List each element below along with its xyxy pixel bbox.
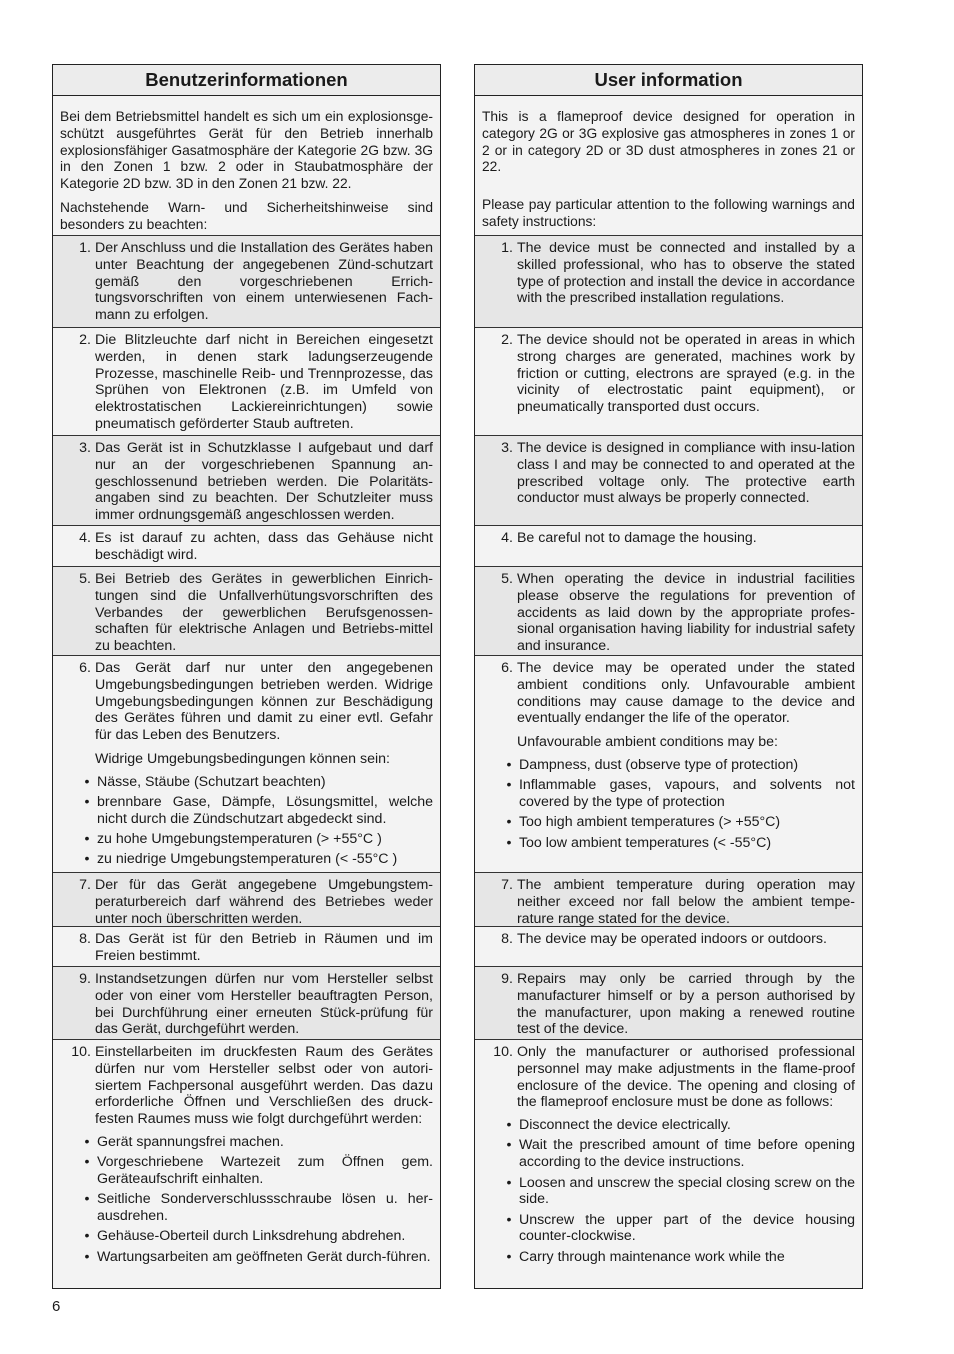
item-number: 2. xyxy=(501,332,513,348)
bullet-item: • zu niedrige Umgebungstemperaturen (< -55°C ) xyxy=(84,851,398,868)
bullet-item: • brennbare Gase, Dämpfe, Lösungsmittel, welche nicht durch die Zündschutzart abgedeckt sind. xyxy=(84,794,433,827)
item-text: Einstellarbeiten im druckfesten Raum des Gerätes dürfen nur vom Hersteller selbst oder von autori-siertem Fachpersonal ausgeführt werden. Das dazu erforderliche Öffnen und Verschließen des druck-festen Raumes muss wie folgt durchgeführt werden: xyxy=(94,1044,433,1128)
item-text: Repairs may only be carried through by the manufacturer himself or by a person authorised by the manufacturer, upon making a renewed routine test of the device. xyxy=(516,971,855,1038)
item-number: 1. xyxy=(501,240,513,256)
intro-paragraph: Nachstehende Warn- und Sicherheitshinweise sind besonders zu beachten: xyxy=(60,199,433,232)
column-title: User information xyxy=(475,65,862,96)
item-text: When operating the device in industrial facilities please observe the regulations for prevention of accidents as laid down by the appropriate profes-sional organisation having liability for industrial safety and insurance. xyxy=(516,571,855,655)
list-item xyxy=(475,526,862,567)
bullet-item: • Loosen and unscrew the special closing screw on the side. xyxy=(506,1174,855,1208)
item-number: 5. xyxy=(501,571,513,587)
item-text: Es ist darauf zu achten, dass das Gehäuse nicht beschädigt wird. xyxy=(94,530,433,563)
item-subtext: Widrige Umgebungsbedingungen können sein: xyxy=(94,750,390,767)
list-item xyxy=(475,967,862,1040)
bullet-item: • Wartungsarbeiten am geöffneten Gerät durch-führen. xyxy=(84,1248,431,1265)
item-number: 2. xyxy=(79,332,91,348)
item-number: 7. xyxy=(79,877,91,893)
list-item xyxy=(475,656,862,873)
list-item xyxy=(53,436,440,526)
bullet-item: • Disconnect the device electrically. xyxy=(506,1117,731,1134)
bullet-item: • Dampness, dust (observe type of protection) xyxy=(506,756,799,773)
item-number: 1. xyxy=(79,240,91,256)
item-number: 4. xyxy=(501,530,513,546)
list-item xyxy=(53,656,440,873)
bullet-item: • Seitliche Sonderverschlussschraube lösen u. her-ausdrehen. xyxy=(84,1191,433,1225)
item-number: 4. xyxy=(79,530,91,546)
item-number: 9. xyxy=(79,971,91,987)
list-item xyxy=(53,328,440,436)
item-number: 3. xyxy=(501,440,513,456)
intro-paragraph: This is a flameproof device designed for operation in category 2G or 3G explosive gas atmospheres in zones 1 or 2 or in category 2D or 3D dust atmospheres in zones 21 or 22. xyxy=(482,109,855,175)
item-text: The device is designed in compliance with insu-lation class I and may be connected to and operated at the prescribed voltage only. The protective earth conductor must always be properly connected. xyxy=(516,440,855,507)
list-item xyxy=(53,236,440,328)
german-column xyxy=(52,64,441,1289)
item-text: The device may be operated indoors or outdoors. xyxy=(516,931,827,947)
item-text: Be careful not to damage the housing. xyxy=(516,530,757,546)
item-number: 6. xyxy=(501,660,513,676)
english-column xyxy=(474,64,863,1289)
bullet-item: • Nässe, Stäube (Schutzart beachten) xyxy=(84,773,326,790)
item-subtext: Unfavourable ambient conditions may be: xyxy=(516,734,778,751)
list-item xyxy=(475,873,862,927)
bullet-item: • Gerät spannungsfrei machen. xyxy=(84,1133,284,1150)
list-item xyxy=(53,1040,440,1288)
bullet-item: • zu hohe Umgebungstemperaturen (> +55°C ) xyxy=(84,831,382,848)
item-text: Instandsetzungen dürfen nur vom Hersteller selbst oder von einer vom Hersteller beauftragten Person, bei Durchführung einer erneuten Stück-prüfung für das Gerät, durchgeführt werden. xyxy=(94,971,433,1038)
list-item xyxy=(53,873,440,927)
list-item xyxy=(475,236,862,328)
bullet-item: • Carry through maintenance work while the xyxy=(506,1248,785,1265)
bullet-item: • Too low ambient temperatures (< -55°C) xyxy=(506,834,772,851)
bullet-item: • Gehäuse-Oberteil durch Linksdrehung abdrehen. xyxy=(84,1228,406,1245)
item-text: Der Anschluss und die Installation des Gerätes haben unter Beachtung der angegebenen Zünd-schutzart gemäß den vorgeschriebenen Errich-tungsvorschriften von einem unterwiesenen Fach-mann zu erfolgen. xyxy=(94,240,433,324)
item-number: 5. xyxy=(79,571,91,587)
item-text: Das Gerät ist in Schutzklasse I aufgebaut und darf nur an der vorgeschriebenen Spannung an-geschlossenund betrieben werden. Die Polaritäts-angaben sind zu beachten. Der Schutzleiter muss immer ordnungsgemäß angeschlossen werden. xyxy=(94,440,433,524)
item-number: 7. xyxy=(501,877,513,893)
item-text: The device must be connected and installed by a skilled professional, who has to observe the stated type of protection and install the device in accordance with the prescribed installation regulations. xyxy=(516,240,855,307)
list-item xyxy=(53,567,440,656)
list-item xyxy=(475,567,862,656)
bullet-item: • Too high ambient temperatures (> +55°C) xyxy=(506,814,781,831)
intro-block xyxy=(475,96,862,236)
item-number: 8. xyxy=(79,931,91,947)
list-item xyxy=(475,436,862,526)
item-number: 9. xyxy=(501,971,513,987)
item-text: Die Blitzleuchte darf nicht in Bereichen eingesetzt werden, in denen stark ladungserzeugende Prozesse, maschinelle Reib- und Trennprozesse, das Sprühen von Elektronen (z.B. im Umfeld von elektrostatischen Lackiereinrichtungen) sowie pneumatisch geförderter Staub auftreten. xyxy=(94,332,433,432)
item-text: The device may be operated under the stated ambient conditions only. Unfavourable ambient conditions may cause damage to the device and eventually endanger the life of the operator. xyxy=(516,660,855,727)
list-item xyxy=(475,328,862,436)
intro-paragraph: Bei dem Betriebsmittel handelt es sich um ein explosionsge-schützt ausgeführtes Gerät für den Betrieb innerhalb explosionsfähiger Gasatmosphäre der Kategorie 2G bzw. 3G in den Zonen 1 bzw. 2 oder in Staubatmosphäre der Kategorie 2D bzw. 3D in den Zonen 21 bzw. 22. xyxy=(60,109,433,192)
list-item xyxy=(475,1040,862,1288)
item-text: Der für das Gerät angegebene Umgebungstem-peraturbereich darf während des Betriebes weder unter noch überschritten werden. xyxy=(94,877,433,927)
intro-block xyxy=(53,96,440,236)
list-item xyxy=(53,526,440,567)
item-text: The ambient temperature during operation may neither exceed nor fall below the ambient tempe-rature range stated for the device. xyxy=(516,877,855,927)
page-number: 6 xyxy=(52,1298,61,1315)
item-text: Das Gerät darf nur unter den angegebenen Umgebungsbedingungen betrieben werden. Widrige Umgebungsbedingungen können zur Beschädigung des Gerätes führen und damit zu einer evtl. Gefahr für das Leben des Benutzers. xyxy=(94,660,433,744)
bullet-item: • Inflammable gases, vapours, and solvents not covered by the type of protection xyxy=(506,777,855,811)
list-item xyxy=(475,927,862,967)
item-text: Only the manufacturer or authorised professional personnel may make adjustments in the flame-proof enclosure of the device. The opening and closing of the flameproof enclosure must be done as follows: xyxy=(516,1044,855,1111)
column-title: Benutzerinformationen xyxy=(53,65,440,96)
item-number: 6. xyxy=(79,660,91,676)
item-number: 8. xyxy=(501,931,513,947)
item-number: 10. xyxy=(493,1044,513,1060)
bullet-item: • Wait the prescribed amount of time before opening according to the device instructions. xyxy=(506,1137,855,1171)
bullet-item: • Unscrew the upper part of the device housing counter-clockwise. xyxy=(506,1211,855,1245)
list-item xyxy=(53,967,440,1040)
item-text: The device should not be operated in areas in which strong charges are generated, machines work by friction or cutting, electrons are sprayed (e.g. in the vicinity of electrostatic paint equipment), or pneumatically transported dust occurs. xyxy=(516,332,855,416)
list-item xyxy=(53,927,440,967)
bullet-item: • Vorgeschriebene Wartezeit zum Öffnen gem. Geräteaufschrift einhalten. xyxy=(84,1154,433,1188)
item-text: Das Gerät ist für den Betrieb in Räumen und im Freien bestimmt. xyxy=(94,931,433,964)
intro-paragraph: Please pay particular attention to the following warnings and safety instructions: xyxy=(482,197,855,229)
item-number: 10. xyxy=(71,1044,91,1060)
item-number: 3. xyxy=(79,440,91,456)
item-text: Bei Betrieb des Gerätes in gewerblichen Einrich-tungen sind die Unfallverhütungsvorschriften des Verbandes der gewerblichen Berufsgenossen-schaften für elektrische Anlagen und Betriebs-mittel zu beachten. xyxy=(94,571,433,655)
